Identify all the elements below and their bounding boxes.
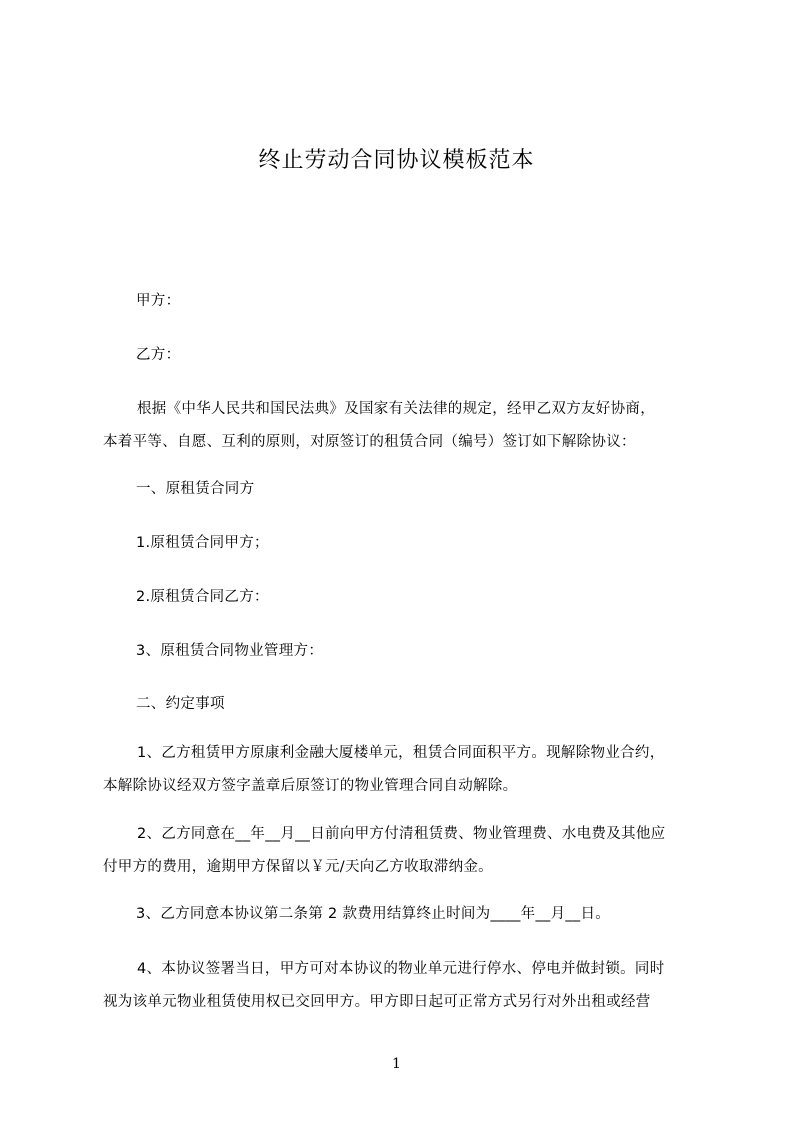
intro-paragraph [103, 393, 697, 459]
clause-1-line-2: 本解除协议经双方签字盖章后原签订的物业管理合同自动解除。 [103, 778, 518, 794]
clause-2-line-1: 2、乙方同意在__年__月__日前向甲方付清租赁费、物业管理费、水电费及其他应 [137, 826, 666, 842]
party-a-label: 甲方： [136, 293, 181, 309]
clause-1-paragraph [103, 737, 697, 803]
clause-1-line-1: 1、乙方租赁甲方原康利金融大厦楼单元，租赁合同面积平方。现解除物业合约， [137, 745, 665, 761]
section-2-heading: 二、约定事项 [136, 696, 225, 712]
clause-4-line-1: 4、本协议签署当日，甲方可对本协议的物业单元进行停水、停电并做封锁。同时 [137, 961, 665, 977]
section-1-item-2: 2.原租赁合同乙方： [136, 589, 269, 605]
intro-line-1: 根据《中华人民共和国民法典》及国家有关法律的规定，经甲乙双方友好协商， [137, 401, 655, 417]
clause-4-line-2: 视为该单元物业租赁使用权已交回甲方。甲方即日起可正常方式另行对外出租或经营 [103, 994, 651, 1010]
page-number: 1 [392, 1056, 401, 1072]
clause-3: 3、乙方同意本协议第二条第 2 款费用结算终止时间为____年__月__日。 [136, 906, 611, 922]
section-1-item-1: 1.原租赁合同甲方； [136, 535, 269, 551]
clause-2-line-2: 付甲方的费用，逾期甲方保留以￥元/天向乙方收取滞纳金。 [103, 859, 493, 875]
section-1-item-3: 3、原租赁合同物业管理方： [136, 643, 324, 659]
clause-2-paragraph [103, 818, 697, 884]
party-b-label: 乙方： [136, 347, 181, 363]
document-title: 终止劳动合同协议模板范本 [258, 148, 535, 173]
section-1-heading: 一、原租赁合同方 [136, 481, 255, 497]
clause-4-paragraph [103, 953, 697, 1019]
intro-line-2: 本着平等、自愿、互利的原则，对原签订的租赁合同（编号）签订如下解除协议： [103, 434, 636, 450]
